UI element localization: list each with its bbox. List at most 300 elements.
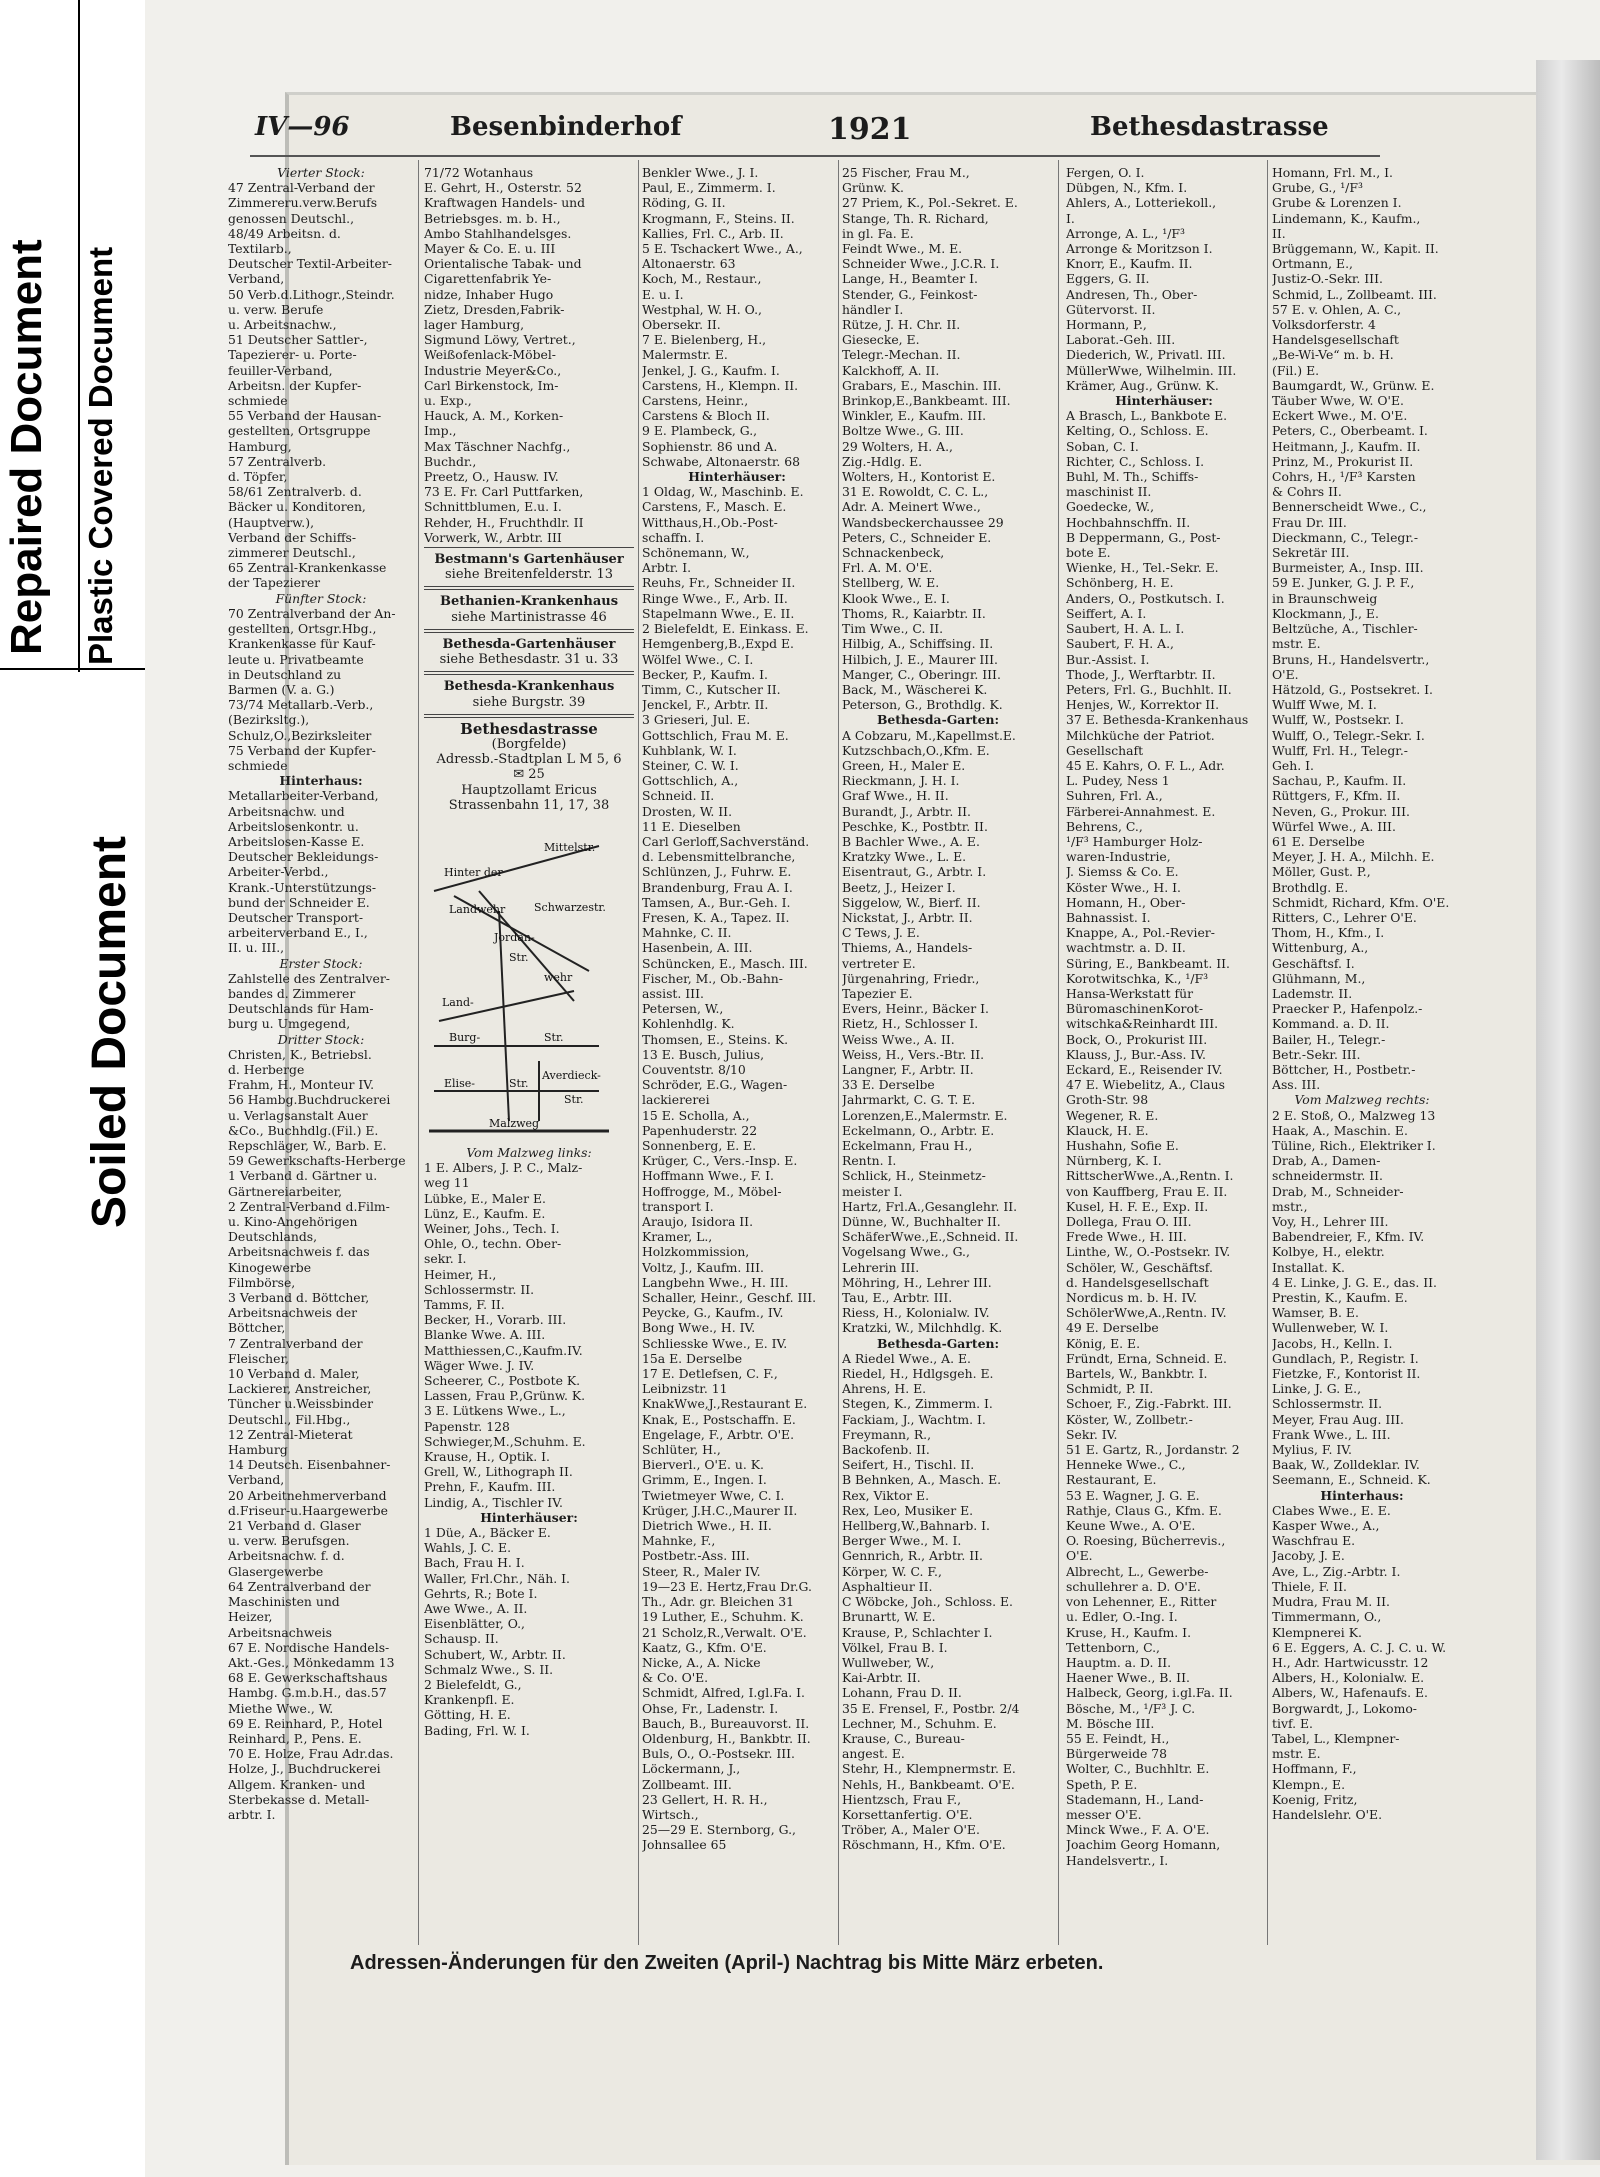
directory-entry: Barmen (V. a. G.) bbox=[228, 681, 335, 697]
directory-entry: Bierverl., O'E. u. K. bbox=[642, 1457, 764, 1473]
directory-entry: schullehrer a. D. O'E. bbox=[1066, 1578, 1201, 1594]
directory-entry: Sekretär III. bbox=[1272, 545, 1350, 561]
directory-entry: Becker, H., Vorarb. III. bbox=[424, 1312, 567, 1328]
directory-entry: Körper, W. C. F., bbox=[842, 1563, 942, 1579]
directory-entry: 1 Düe, A., Bäcker E. bbox=[424, 1525, 551, 1540]
directory-entry: Tim Wwe., C. II. bbox=[842, 621, 944, 637]
directory-entry: Paul, E., Zimmerm. I. bbox=[642, 180, 776, 196]
directory-entry: Klockmann, J., E. bbox=[1272, 605, 1379, 621]
directory-entry: Milchküche der Patriot. bbox=[1066, 727, 1215, 743]
directory-entry: Grube & Lorenzen I. bbox=[1272, 195, 1402, 211]
directory-entry: Installat. K. bbox=[1272, 1259, 1345, 1275]
directory-entry: u. Exp., bbox=[424, 393, 472, 409]
directory-entry: Gennrich, R., Arbtr. II. bbox=[842, 1548, 983, 1564]
directory-entry: „Be-Wi-Ve“ m. b. H. bbox=[1272, 347, 1394, 363]
directory-entry: Giesecke, E. bbox=[842, 332, 920, 348]
directory-entry: Deutschlands, bbox=[228, 1229, 318, 1245]
directory-entry: Hientzsch, Frau F., bbox=[842, 1791, 962, 1807]
column-rule bbox=[1058, 160, 1059, 1945]
directory-entry: SchäferWwe.,E.,Schneid. II. bbox=[842, 1229, 1019, 1245]
directory-entry: Weiss, H., Vers.-Btr. II. bbox=[842, 1046, 985, 1062]
directory-entry: Lassen, Frau P.,Grünw. K. bbox=[424, 1388, 586, 1404]
directory-entry: 1 Oldag, W., Maschinb. E. bbox=[642, 484, 804, 500]
directory-entry: C Tews, J. E. bbox=[842, 925, 920, 941]
directory-entry: d. Handelsgesellschaft bbox=[1066, 1274, 1209, 1290]
box-ref: siehe Breitenfelderstr. 13 bbox=[444, 567, 613, 583]
box-title: Bethanien-Krankenhaus bbox=[439, 594, 619, 610]
directory-entry: Behrens, C., bbox=[1066, 818, 1143, 834]
directory-entry: Hoffrogge, M., Möbel- bbox=[642, 1183, 782, 1199]
directory-entry: Glühmann, M., bbox=[1272, 970, 1366, 986]
directory-entry: Praecker P., Hafenpolz.- bbox=[1272, 1001, 1423, 1017]
directory-entry: Grell, W., Lithograph II. bbox=[424, 1464, 573, 1480]
directory-entry: Krüger, J.H.C.,Maurer II. bbox=[642, 1502, 798, 1518]
directory-entry: feuiller-Verband, bbox=[228, 362, 333, 378]
directory-entry: Westphal, W. H. O., bbox=[642, 301, 762, 317]
directory-entry: Heizer, bbox=[228, 1609, 273, 1625]
street-heading-block bbox=[424, 717, 634, 817]
directory-entry: Gütervorst. II. bbox=[1066, 301, 1156, 317]
directory-entry: Eisentraut, G., Arbtr. I. bbox=[842, 864, 987, 880]
directory-entry: Sachau, P., Kaufm. II. bbox=[1272, 773, 1407, 789]
directory-entry: Stellberg, W. E. bbox=[842, 575, 940, 591]
directory-entry: 68 E. Gewerkschaftshaus bbox=[228, 1670, 388, 1686]
directory-entry: Kasper Wwe., A., bbox=[1272, 1518, 1380, 1534]
directory-entry: Wolters, H., Kontorist E. bbox=[842, 469, 996, 485]
map-label: Malzweg bbox=[489, 1116, 540, 1130]
directory-entry: Allgem. Kranken- und bbox=[228, 1776, 366, 1792]
directory-entry: Arbtr. I. bbox=[642, 560, 692, 576]
directory-entry: Gehrts, R.; Bote I. bbox=[424, 1585, 538, 1601]
box-ref: siehe Martinistrasse 46 bbox=[451, 609, 607, 625]
directory-entry: Schwieger,M.,Schuhm. E. bbox=[424, 1433, 586, 1449]
directory-entry: Eckelmann, Frau H., bbox=[842, 1138, 973, 1153]
directory-entry: II. u. III., bbox=[228, 940, 285, 956]
directory-entry: Benkler Wwe., J. I. bbox=[642, 165, 759, 180]
directory-entry: Nürnberg, K. I. bbox=[1066, 1153, 1162, 1169]
directory-entry: Kallies, Frl. C., Arb. II. bbox=[642, 225, 784, 241]
directory-entry: Langner, F., Arbtr. II. bbox=[842, 1061, 974, 1077]
directory-entry: Hilbich, J. E., Maurer III. bbox=[842, 651, 998, 667]
directory-entry: Wandsbeckerchaussee 29 bbox=[842, 514, 1004, 530]
directory-entry: Mylius, F. IV. bbox=[1272, 1442, 1352, 1458]
directory-entry: Winkler, E., Kaufm. III. bbox=[842, 408, 987, 424]
directory-entry: Buls, O., O.-Postsekr. III. bbox=[642, 1746, 795, 1762]
directory-entry: Sigmund Löwy, Vertret., bbox=[424, 332, 576, 348]
directory-entry: Hansa-Werkstatt für bbox=[1066, 985, 1194, 1001]
directory-entry: Cigarettenfabrik Ye- bbox=[424, 271, 552, 287]
directory-entry: Bennerscheidt Wwe., C., bbox=[1272, 499, 1427, 515]
directory-entry: Steer, R., Maler IV. bbox=[642, 1563, 761, 1579]
directory-entry: Drosten, W. II. bbox=[642, 803, 733, 819]
column-rule bbox=[1267, 160, 1268, 1945]
directory-entry: A Riedel Wwe., A. E. bbox=[842, 1350, 971, 1366]
directory-entry: Rathje, Claus G., Kfm. E. bbox=[1066, 1502, 1222, 1518]
directory-entry: (Bezirksltg.), bbox=[228, 712, 310, 728]
directory-entry: Drab, A., Damen- bbox=[1272, 1153, 1381, 1169]
directory-entry: Lindemann, K., Kaufm., bbox=[1272, 210, 1421, 226]
directory-entry: Vorwerk, W., Arbtr. III bbox=[424, 529, 562, 545]
directory-entry: Kalckhoff, A. II. bbox=[842, 362, 940, 378]
directory-entry: Seifert, H., Tischl. II. bbox=[842, 1457, 975, 1473]
directory-entry: Schliesske Wwe., E. IV. bbox=[642, 1335, 788, 1351]
directory-entry: Sophienstr. 86 und A. bbox=[642, 438, 778, 454]
directory-entry: Jenkel, J. G., Kaufm. I. bbox=[642, 362, 780, 378]
directory-entry: Beltzüche, A., Tischler- bbox=[1272, 621, 1418, 637]
directory-entry: Hoffmann Wwe., F. I. bbox=[642, 1168, 774, 1184]
directory-entry: Kusel, H. F. E., Exp. II. bbox=[1066, 1198, 1209, 1214]
directory-entry: Christen, K., Betriebsl. bbox=[228, 1046, 372, 1062]
directory-entry: Orientalische Tabak- und bbox=[424, 256, 582, 272]
directory-entry: Stange, Th. R. Richard, bbox=[842, 210, 989, 226]
directory-entry: Th., Adr. gr. Bleichen 31 bbox=[642, 1594, 795, 1610]
directory-entry: Lohann, Frau D. II. bbox=[842, 1685, 962, 1701]
directory-entry: in gl. Fa. E. bbox=[842, 225, 914, 241]
directory-entry: 49 E. Derselbe bbox=[1066, 1320, 1159, 1336]
directory-entry: 58/61 Zentralverb. d. bbox=[228, 484, 362, 500]
directory-entry: Prinz, M., Prokurist II. bbox=[1272, 453, 1414, 469]
directory-entry: Vierter Stock: bbox=[277, 165, 365, 180]
directory-entry: Krank.-Unterstützungs- bbox=[228, 879, 377, 895]
tram-lines: Strassenbahn 11, 17, 38 bbox=[448, 797, 610, 813]
directory-entry: Imp., bbox=[424, 423, 457, 439]
directory-entry: bote E. bbox=[1066, 545, 1111, 561]
directory-entry: u. Edler, O.-Ing. I. bbox=[1066, 1609, 1178, 1625]
directory-entry: Kuhblank, W. I. bbox=[642, 742, 737, 758]
directory-entry: Hoffmann, F., bbox=[1272, 1761, 1357, 1777]
directory-entry: Schwabe, Altonaerstr. 68 bbox=[642, 453, 801, 469]
directory-entry: Graf Wwe., H. II. bbox=[842, 788, 949, 804]
directory-entry: (Hauptverw.), bbox=[228, 514, 315, 530]
column-2 bbox=[424, 165, 634, 1935]
directory-entry: Nehls, H., Bankbeamt. O'E. bbox=[842, 1776, 1015, 1792]
directory-entry: Lübke, E., Maler E. bbox=[424, 1190, 546, 1206]
directory-entry: Industrie Meyer&Co., bbox=[424, 362, 562, 378]
directory-entry: 25 Fischer, Frau M., bbox=[842, 165, 970, 180]
directory-entry: 1 Verband d. Gärtner u. bbox=[228, 1168, 378, 1184]
directory-entry: Tamms, F. II. bbox=[424, 1296, 505, 1312]
directory-entry: Maschinisten und bbox=[228, 1594, 340, 1610]
directory-entry: 21 Scholz,R.,Verwalt. O'E. bbox=[642, 1624, 807, 1640]
directory-entry: Schlüter, H., bbox=[642, 1442, 721, 1458]
directory-entry: tivf. E. bbox=[1272, 1715, 1313, 1731]
directory-entry: Schaller, Heinr., Geschf. III. bbox=[642, 1290, 817, 1306]
directory-entry: maschinist II. bbox=[1066, 484, 1152, 500]
directory-entry: Deutschlands für Ham- bbox=[228, 1001, 374, 1017]
directory-entry: Thiems, A., Handels- bbox=[842, 940, 973, 956]
directory-entry: der Tapezierer bbox=[228, 575, 321, 591]
directory-entry: 59 Gewerkschafts-Herberge bbox=[228, 1153, 406, 1169]
directory-entry: 9 E. Plambeck, G., bbox=[642, 423, 758, 439]
directory-entry: Araujo, Isidora II. bbox=[642, 1214, 754, 1230]
directory-entry: 35 E. Frensel, F., Postbr. 2/4 bbox=[842, 1700, 1020, 1716]
directory-entry: Betriebsges. m. b. H., bbox=[424, 210, 561, 226]
directory-entry: 2 E. Stoß, O., Malzweg 13 bbox=[1272, 1107, 1436, 1123]
directory-entry: Saubert, H. A. L. I. bbox=[1066, 621, 1185, 637]
directory-entry: Stehr, H., Klempnermstr. E. bbox=[842, 1761, 1016, 1777]
directory-entry: Hemgenberg,B.,Expd E. bbox=[642, 636, 794, 652]
directory-entry: Löckermann, J., bbox=[642, 1761, 741, 1777]
customs-office: Hauptzollamt Ericus bbox=[461, 782, 597, 798]
directory-entry: C Wöbcke, Joh., Schloss. E. bbox=[842, 1594, 1013, 1610]
directory-entry: Boltze Wwe., G. III. bbox=[842, 423, 964, 439]
directory-entry: Couventstr. 8/10 bbox=[642, 1061, 746, 1077]
label-divider-vertical bbox=[78, 0, 80, 672]
directory-entry: Buhl, M. Th., Schiffs- bbox=[1066, 469, 1199, 485]
directory-entry: 27 Priem, K., Pol.-Sekret. E. bbox=[842, 195, 1018, 211]
directory-entry: Gottschlich, Frau M. E. bbox=[642, 727, 789, 743]
directory-entry: E. u. I. bbox=[642, 286, 684, 302]
directory-entry: Burmeister, A., Insp. III. bbox=[1272, 560, 1424, 576]
directory-entry: MüllerWwe, Wilhelmin. III. bbox=[1066, 362, 1237, 378]
directory-entry: gestellten, Ortsgr.Hbg., bbox=[228, 621, 377, 637]
directory-entry: Albrecht, L., Gewerbe- bbox=[1066, 1563, 1209, 1579]
directory-entry: Soban, C. I. bbox=[1066, 438, 1139, 454]
directory-entry: Schönemann, W., bbox=[642, 545, 750, 561]
directory-entry: Brinkop,E.,Bankbeamt. III. bbox=[842, 393, 1011, 409]
directory-entry: Hamburg, bbox=[228, 438, 292, 454]
directory-entry: Bach, Frau H. I. bbox=[424, 1555, 525, 1571]
directory-entry: 51 E. Gartz, R., Jordanstr. 2 bbox=[1066, 1442, 1240, 1458]
directory-entry: Lange, H., Beamter I. bbox=[842, 271, 978, 287]
directory-entry: Schmidt, Richard, Kfm. O'E. bbox=[1272, 894, 1450, 910]
directory-entry: Bethesda-Garten: bbox=[876, 1335, 1000, 1351]
directory-entry: Bong Wwe., H. IV. bbox=[642, 1320, 756, 1336]
directory-entry: Klempn., E. bbox=[1272, 1776, 1346, 1792]
directory-entry: Wullenweber, W. I. bbox=[1272, 1320, 1389, 1336]
directory-entry: 11 E. Dieselben bbox=[642, 818, 741, 834]
directory-entry: Ave, L., Zig.-Arbtr. I. bbox=[1272, 1563, 1401, 1579]
directory-entry: Kaatz, G., Kfm. O'E. bbox=[642, 1639, 767, 1655]
directory-entry: Timmermann, O., bbox=[1272, 1609, 1382, 1625]
directory-entry: Riess, H., Kolonialw. IV. bbox=[842, 1305, 990, 1321]
directory-entry: mstr., bbox=[1272, 1198, 1308, 1214]
directory-entry: Hätzold, G., Postsekret. I. bbox=[1272, 681, 1433, 697]
directory-entry: Albers, H., Kolonialw. E. bbox=[1272, 1670, 1425, 1686]
directory-entry: Krüger, C., Vers.-Insp. E. bbox=[642, 1153, 798, 1169]
directory-entry: Hochbahnschffn. II. bbox=[1066, 514, 1191, 530]
directory-entry: Brunartt, W. E. bbox=[842, 1609, 936, 1625]
box-bethanien bbox=[424, 589, 634, 629]
directory-entry: 57 E. v. Ohlen, A. C., bbox=[1272, 301, 1402, 317]
directory-entry: E. Gehrt, H., Osterstr. 52 bbox=[424, 180, 582, 196]
label-soiled-document: Soiled Document bbox=[83, 835, 136, 1228]
directory-entry: Voltz, J., Kaufm. III. bbox=[642, 1259, 764, 1275]
label-divider-horizontal bbox=[0, 668, 145, 670]
directory-entry: Preetz, O., Hausw. IV. bbox=[424, 469, 559, 485]
directory-entry: Rietz, H., Schlosser I. bbox=[842, 1016, 979, 1032]
directory-entry: Malermstr. E. bbox=[642, 347, 728, 363]
directory-entry: Jürgenahring, Friedr., bbox=[842, 970, 980, 986]
directory-entry: Köster, W., Zollbetr.- bbox=[1066, 1411, 1193, 1427]
directory-entry: Volksdorferstr. 4 bbox=[1272, 317, 1376, 333]
directory-entry: d.Friseur-u.Haargewerbe bbox=[228, 1502, 388, 1518]
directory-entry: O'E. bbox=[1272, 666, 1299, 682]
directory-entry: Backofenb. II. bbox=[842, 1442, 930, 1458]
directory-entry: Hellberg,W.,Bahnarb. I. bbox=[842, 1518, 990, 1534]
directory-entry: Richter, C., Schloss. I. bbox=[1066, 453, 1205, 469]
directory-entry: Voy, H., Lehrer III. bbox=[1272, 1214, 1389, 1230]
directory-entry: Eggers, G. II. bbox=[1066, 271, 1150, 287]
directory-entry: Diederich, W., Privatl. III. bbox=[1066, 347, 1226, 363]
directory-entry: Knorr, E., Kaufm. II. bbox=[1066, 256, 1193, 272]
column-1 bbox=[228, 165, 414, 1935]
directory-entry: Stegen, K., Zimmerm. I. bbox=[842, 1396, 993, 1412]
directory-entry: Wahls, J. C. E. bbox=[424, 1540, 512, 1556]
directory-entry: vertreter E. bbox=[842, 955, 916, 971]
directory-entry: Carl Gerloff,Sachverständ. bbox=[642, 833, 810, 849]
directory-entry: Zollbeamt. III. bbox=[642, 1776, 732, 1792]
left-street-heading: Besenbinderhof bbox=[450, 112, 682, 142]
directory-entry: Handelslehr. O'E. bbox=[1272, 1806, 1383, 1822]
directory-entry: Bürgerweide 78 bbox=[1066, 1746, 1168, 1762]
directory-entry: 19 Luther, E., Schuhm. K. bbox=[642, 1609, 804, 1625]
directory-entry: Köster Wwe., H. I. bbox=[1066, 879, 1181, 895]
directory-entry: Kai-Arbtr. II. bbox=[842, 1670, 921, 1686]
directory-entry: 19—23 E. Hertz,Frau Dr.G. bbox=[642, 1578, 812, 1594]
directory-entry: Speth, P. E. bbox=[1066, 1776, 1138, 1792]
directory-entry: Tüline, Rich., Elektriker I. bbox=[1272, 1138, 1436, 1153]
directory-entry: Koch, M., Restaur., bbox=[642, 271, 762, 287]
directory-entry: Wulff, Frl. H., Telegr.- bbox=[1272, 742, 1408, 758]
directory-entry: Baak, W., Zolldeklar. IV. bbox=[1272, 1457, 1420, 1473]
directory-entry: Mahnke, F., bbox=[642, 1533, 716, 1549]
directory-entry: Tapezierer- u. Porte- bbox=[228, 347, 357, 363]
directory-entry: Dünne, W., Buchhalter II. bbox=[842, 1214, 1001, 1230]
box-title: Bethesda-Gartenhäuser bbox=[442, 636, 616, 652]
directory-entry: Justiz-O.-Sekr. III. bbox=[1272, 271, 1383, 287]
directory-entry: Goedecke, W., bbox=[1066, 499, 1155, 515]
directory-entry: gestellten, Ortsgruppe bbox=[228, 423, 371, 439]
column-rule bbox=[418, 160, 419, 1945]
directory-entry: Eisenblätter, O., bbox=[424, 1616, 525, 1632]
directory-entry: Schröder, E.G., Wagen- bbox=[642, 1077, 788, 1093]
directory-entry: Handelsgesellschaft bbox=[1272, 332, 1399, 348]
directory-entry: Nordicus m. b. H. IV. bbox=[1066, 1290, 1198, 1306]
directory-entry: Lehrerin III. bbox=[842, 1259, 920, 1275]
directory-entry: Borgwardt, J., Lokomo- bbox=[1272, 1700, 1417, 1716]
directory-entry: Freymann, R., bbox=[842, 1426, 932, 1442]
box-bethesda-garten bbox=[424, 632, 634, 672]
directory-entry: Schneid. II. bbox=[642, 788, 715, 804]
directory-entry: Hinterhaus: bbox=[279, 773, 363, 789]
directory-entry: Peters, Frl. G., Buchhlt. II. bbox=[1066, 681, 1232, 697]
directory-entry: Grabars, E., Maschin. III. bbox=[842, 377, 1002, 393]
directory-entry: 75 Verband der Kupfer- bbox=[228, 742, 376, 758]
box-bethesda-krankenhaus bbox=[424, 674, 634, 714]
directory-entry: Lindig, A., Tischler IV. bbox=[424, 1494, 563, 1510]
directory-entry: Seiffert, A. I. bbox=[1066, 605, 1147, 621]
directory-entry: Carl Birkenstock, Im- bbox=[424, 377, 559, 393]
directory-entry: nidze, Inhaber Hugo bbox=[424, 286, 554, 302]
directory-entry: Groth-Str. 98 bbox=[1066, 1092, 1149, 1108]
directory-entry: Kelting, O., Schloss. E. bbox=[1066, 423, 1209, 439]
directory-entry: Nickstat, J., Arbtr. II. bbox=[842, 909, 973, 925]
right-street-heading: Bethesdastrasse bbox=[1090, 112, 1329, 142]
directory-entry: Bethesda-Garten: bbox=[876, 712, 1000, 728]
directory-entry: Klauck, H. E. bbox=[1066, 1122, 1149, 1138]
directory-entry: B Behnken, A., Masch. E. bbox=[842, 1472, 1002, 1488]
directory-entry: Vom Malzweg links: bbox=[466, 1144, 592, 1160]
directory-entry: Deutschl., Fil.Hbg., bbox=[228, 1411, 351, 1427]
directory-entry: Gottschlich, A., bbox=[642, 773, 739, 789]
directory-entry: Saubert, F. H. A., bbox=[1066, 636, 1174, 652]
directory-entry: Wäger Wwe. J. IV. bbox=[424, 1357, 535, 1373]
directory-entry: von Lehenner, E., Ritter bbox=[1066, 1594, 1217, 1610]
directory-entry: lackiererei bbox=[642, 1092, 710, 1108]
directory-entry: O'E. bbox=[1066, 1548, 1093, 1564]
directory-entry: & Co. O'E. bbox=[642, 1670, 709, 1686]
directory-entry: Mahnke, C. II. bbox=[642, 925, 732, 941]
directory-entry: Nicke, A., A. Nicke bbox=[642, 1654, 761, 1670]
directory-entry: Verband, bbox=[228, 271, 285, 287]
directory-entry: Kratzki, W., Milchhdlg. K. bbox=[842, 1320, 1003, 1336]
directory-entry: Gundlach, P., Registr. I. bbox=[1272, 1350, 1419, 1366]
directory-entry: mstr. E. bbox=[1272, 636, 1321, 652]
directory-entry: Knak, E., Postschaffn. E. bbox=[642, 1411, 796, 1427]
directory-entry: RittscherWwe.,A.,Rentn. I. bbox=[1066, 1168, 1234, 1184]
directory-entry: Postbetr.-Ass. III. bbox=[642, 1548, 750, 1564]
map-label: Landwehr bbox=[449, 902, 506, 916]
directory-entry: transport I. bbox=[642, 1198, 714, 1214]
directory-entry: Hasenbein, A. III. bbox=[642, 940, 753, 956]
directory-entry: Fackiam, J., Wachtm. I. bbox=[842, 1411, 986, 1427]
directory-entry: Riedel, H., Hdlgsgeh. E. bbox=[842, 1366, 994, 1382]
directory-entry: Frede Wwe., H. III. bbox=[1066, 1229, 1187, 1245]
directory-entry: messer O'E. bbox=[1066, 1806, 1142, 1822]
directory-entry: Altonaerstr. 63 bbox=[642, 256, 736, 272]
directory-entry: Miethe Wwe., W. bbox=[228, 1700, 334, 1716]
directory-entry: 7 Zentralverband der bbox=[228, 1335, 363, 1351]
directory-entry: Grube, G., ¹/F³ bbox=[1272, 180, 1363, 196]
directory-entry: 56 Hambg.Buchdruckerei bbox=[228, 1092, 391, 1108]
directory-entry: Haak, A., Maschin. E. bbox=[1272, 1122, 1408, 1138]
directory-entry: Wittenburg, A., bbox=[1272, 940, 1369, 956]
directory-entry: Dritter Stock: bbox=[277, 1031, 365, 1047]
directory-entry: Berger Wwe., M. I. bbox=[842, 1533, 962, 1549]
directory-entry: Bading, Frl. W. I. bbox=[424, 1722, 530, 1738]
map-label: Jordan- bbox=[494, 930, 535, 944]
directory-entry: H., Adr. Hartwicusstr. 12 bbox=[1272, 1654, 1429, 1670]
directory-entry: d. Töpfer, bbox=[228, 469, 288, 485]
directory-entry: Grimm, E., Ingen. I. bbox=[642, 1472, 767, 1488]
box-ref: siehe Burgstr. 39 bbox=[472, 694, 586, 710]
directory-entry: in Braunschweig bbox=[1272, 590, 1378, 606]
directory-entry: Bailer, H., Telegr.- bbox=[1272, 1031, 1386, 1047]
directory-entry: Klook Wwe., E. I. bbox=[842, 590, 950, 606]
directory-entry: Tamsen, A., Bur.-Geh. I. bbox=[642, 894, 791, 910]
map-label: Elise- bbox=[444, 1076, 475, 1090]
street-map-ref: Adressb.-Stadtplan L M 5, 6 bbox=[436, 752, 622, 768]
directory-entry: Tau, E., Arbtr. III. bbox=[842, 1290, 953, 1306]
directory-entry: u. Arbeitsnachw., bbox=[228, 317, 337, 333]
directory-entry: 2 Bielefeldt, E. Einkass. E. bbox=[642, 621, 809, 637]
directory-entry: Böttcher, bbox=[228, 1320, 286, 1336]
directory-entry: 13 E. Busch, Julius, bbox=[642, 1046, 765, 1062]
directory-entry: Keune Wwe., A. O'E. bbox=[1066, 1518, 1196, 1534]
directory-entry: 67 E. Nordische Handels- bbox=[228, 1639, 390, 1655]
directory-entry: Würfel Wwe., A. III. bbox=[1272, 818, 1396, 834]
directory-entry: Dietrich Wwe., H. II. bbox=[642, 1518, 772, 1534]
directory-entry: 3 Verband d. Böttcher, bbox=[228, 1290, 370, 1306]
directory-entry: Cohrs, H., ¹/F³ Karsten bbox=[1272, 469, 1416, 485]
directory-entry: BüromaschinenKorot- bbox=[1066, 1001, 1204, 1017]
directory-entry: Wulff, W., Postsekr. I. bbox=[1272, 712, 1404, 728]
directory-entry: Färberei-Annahmest. E. bbox=[1066, 803, 1216, 819]
directory-entry: Beetz, J., Heizer I. bbox=[842, 879, 956, 895]
directory-entry: Thiele, F. II. bbox=[1272, 1578, 1347, 1594]
directory-entry: Thoms, R., Kaiarbtr. II. bbox=[842, 605, 986, 621]
